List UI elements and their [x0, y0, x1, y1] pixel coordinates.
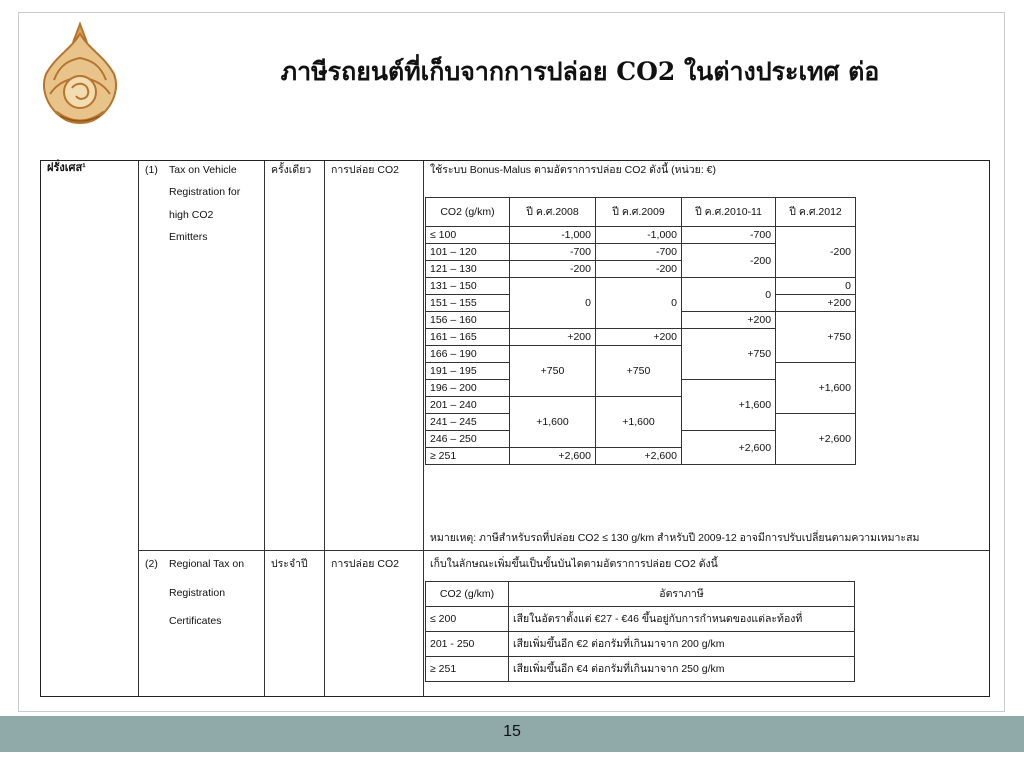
tax-basis: การปล่อย CO2: [331, 558, 399, 570]
tax-rate: เสียเพิ่มขึ้นอีก €4 ต่อกรัมที่เกินมาจาก 250 g/km: [509, 657, 855, 682]
co2-range: 191 – 195: [426, 363, 510, 380]
rate-2009: 0: [595, 278, 681, 329]
rate-2009: -700: [595, 244, 681, 261]
co2-range: 121 – 130: [426, 261, 510, 278]
rate-2008: +1,600: [509, 397, 595, 448]
rate-2008: 0: [509, 278, 595, 329]
tax-name-line: Registration: [169, 587, 226, 599]
co2-range: 101 – 120: [426, 244, 510, 261]
co2-range: 161 – 165: [426, 329, 510, 346]
rate-2009: +2,600: [595, 448, 681, 465]
rate-2010-11: +200: [681, 312, 775, 329]
table-note: หมายเหตุ: ภาษีสำหรับรถที่ปล่อย CO2 ≤ 130 g/km สำหรับปี 2009-12 อาจมีการปรับเปลี่ยนตามความเหมาะสม: [430, 532, 920, 544]
co2-range: ≥ 251: [426, 657, 509, 682]
co2-range: 201 – 240: [426, 397, 510, 414]
rate-2010-11: -200: [681, 244, 775, 278]
column-header: ปี ค.ศ.2009: [595, 198, 681, 227]
rate-2009: +200: [595, 329, 681, 346]
co2-range: ≥ 251: [426, 448, 510, 465]
frequency: ครั้งเดียว: [271, 164, 312, 176]
rate-2010-11: +2,600: [681, 431, 775, 465]
co2-range: ≤ 200: [426, 607, 509, 632]
co2-range: 241 – 245: [426, 414, 510, 431]
column-header: ปี ค.ศ.2008: [509, 198, 595, 227]
rate-2008: -700: [509, 244, 595, 261]
co2-range: 196 – 200: [426, 380, 510, 397]
col-divider: [264, 161, 265, 696]
rate-2012: +750: [776, 312, 856, 363]
rate-2009: +1,600: [595, 397, 681, 448]
tax-basis: การปล่อย CO2: [331, 164, 399, 176]
country-label: ฝรั่งเศส¹: [47, 162, 86, 174]
co2-range: 156 – 160: [426, 312, 510, 329]
rate-2012: -200: [776, 227, 856, 278]
rate-2008: -1,000: [509, 227, 595, 244]
tax-rate: เสียในอัตราตั้งแต่ €27 - €46 ขึ้นอยู่กับการกำหนดของแต่ละท้องที่: [509, 607, 855, 632]
tax-name-line: Emitters: [169, 231, 208, 243]
column-header: ปี ค.ศ.2012: [776, 198, 856, 227]
rate-2010-11: 0: [681, 278, 775, 312]
tax-name-line: Regional Tax on: [169, 558, 245, 570]
tax-description: เก็บในลักษณะเพิ่มขึ้นเป็นขั้นบันไดตามอัตราการปล่อย CO2 ดังนี้: [430, 558, 718, 570]
column-header: อัตราภาษี: [509, 582, 855, 607]
rate-2008: +2,600: [509, 448, 595, 465]
rate-2010-11: +750: [681, 329, 775, 380]
footer-bar: [0, 716, 1024, 752]
page-number: 15: [503, 723, 521, 740]
co2-range: 246 – 250: [426, 431, 510, 448]
column-header: CO2 (g/km): [426, 198, 510, 227]
rate-2009: -200: [595, 261, 681, 278]
co2-range: 201 - 250: [426, 632, 509, 657]
bonus-malus-table: [425, 197, 856, 465]
tax-name-line: Certificates: [169, 615, 222, 627]
col-divider: [324, 161, 325, 696]
col-divider: [423, 161, 424, 696]
co2-range: 131 – 150: [426, 278, 510, 295]
tax-rate: เสียเพิ่มขึ้นอีก €2 ต่อกรัมที่เกินมาจาก 200 g/km: [509, 632, 855, 657]
frequency: ประจำปี: [271, 558, 308, 570]
rate-2012: 0: [776, 278, 856, 295]
rate-2008: +200: [509, 329, 595, 346]
co2-range: 151 – 155: [426, 295, 510, 312]
royal-emblem-seal-icon: [30, 20, 130, 132]
rate-2008: +750: [509, 346, 595, 397]
row-divider: [139, 550, 989, 551]
rate-2010-11: -700: [681, 227, 775, 244]
column-header: CO2 (g/km): [426, 582, 509, 607]
tax-table: [40, 160, 990, 697]
rate-2012: +2,600: [776, 414, 856, 465]
co2-range: ≤ 100: [426, 227, 510, 244]
column-header: ปี ค.ศ.2010-11: [681, 198, 775, 227]
rate-2012: +1,600: [776, 363, 856, 414]
row-index: (2): [145, 558, 158, 570]
tax-name-line: Tax on Vehicle: [169, 164, 237, 176]
col-divider: [138, 161, 139, 696]
page-title: ภาษีรถยนต์ที่เก็บจากการปล่อย CO2 ในต่างประเทศ ต่อ: [280, 57, 880, 86]
regional-tax-table: [425, 581, 855, 682]
rate-2010-11: +1,600: [681, 380, 775, 431]
tax-description: ใช้ระบบ Bonus-Malus ตามอัตราการปล่อย CO2 ดังนี้ (หน่วย: €): [430, 164, 717, 176]
co2-range: 166 – 190: [426, 346, 510, 363]
rate-2009: +750: [595, 346, 681, 397]
row-index: (1): [145, 164, 158, 176]
tax-name-line: Registration for: [169, 186, 241, 198]
tax-name-line: high CO2: [169, 209, 214, 221]
rate-2008: -200: [509, 261, 595, 278]
rate-2012: +200: [776, 295, 856, 312]
rate-2009: -1,000: [595, 227, 681, 244]
